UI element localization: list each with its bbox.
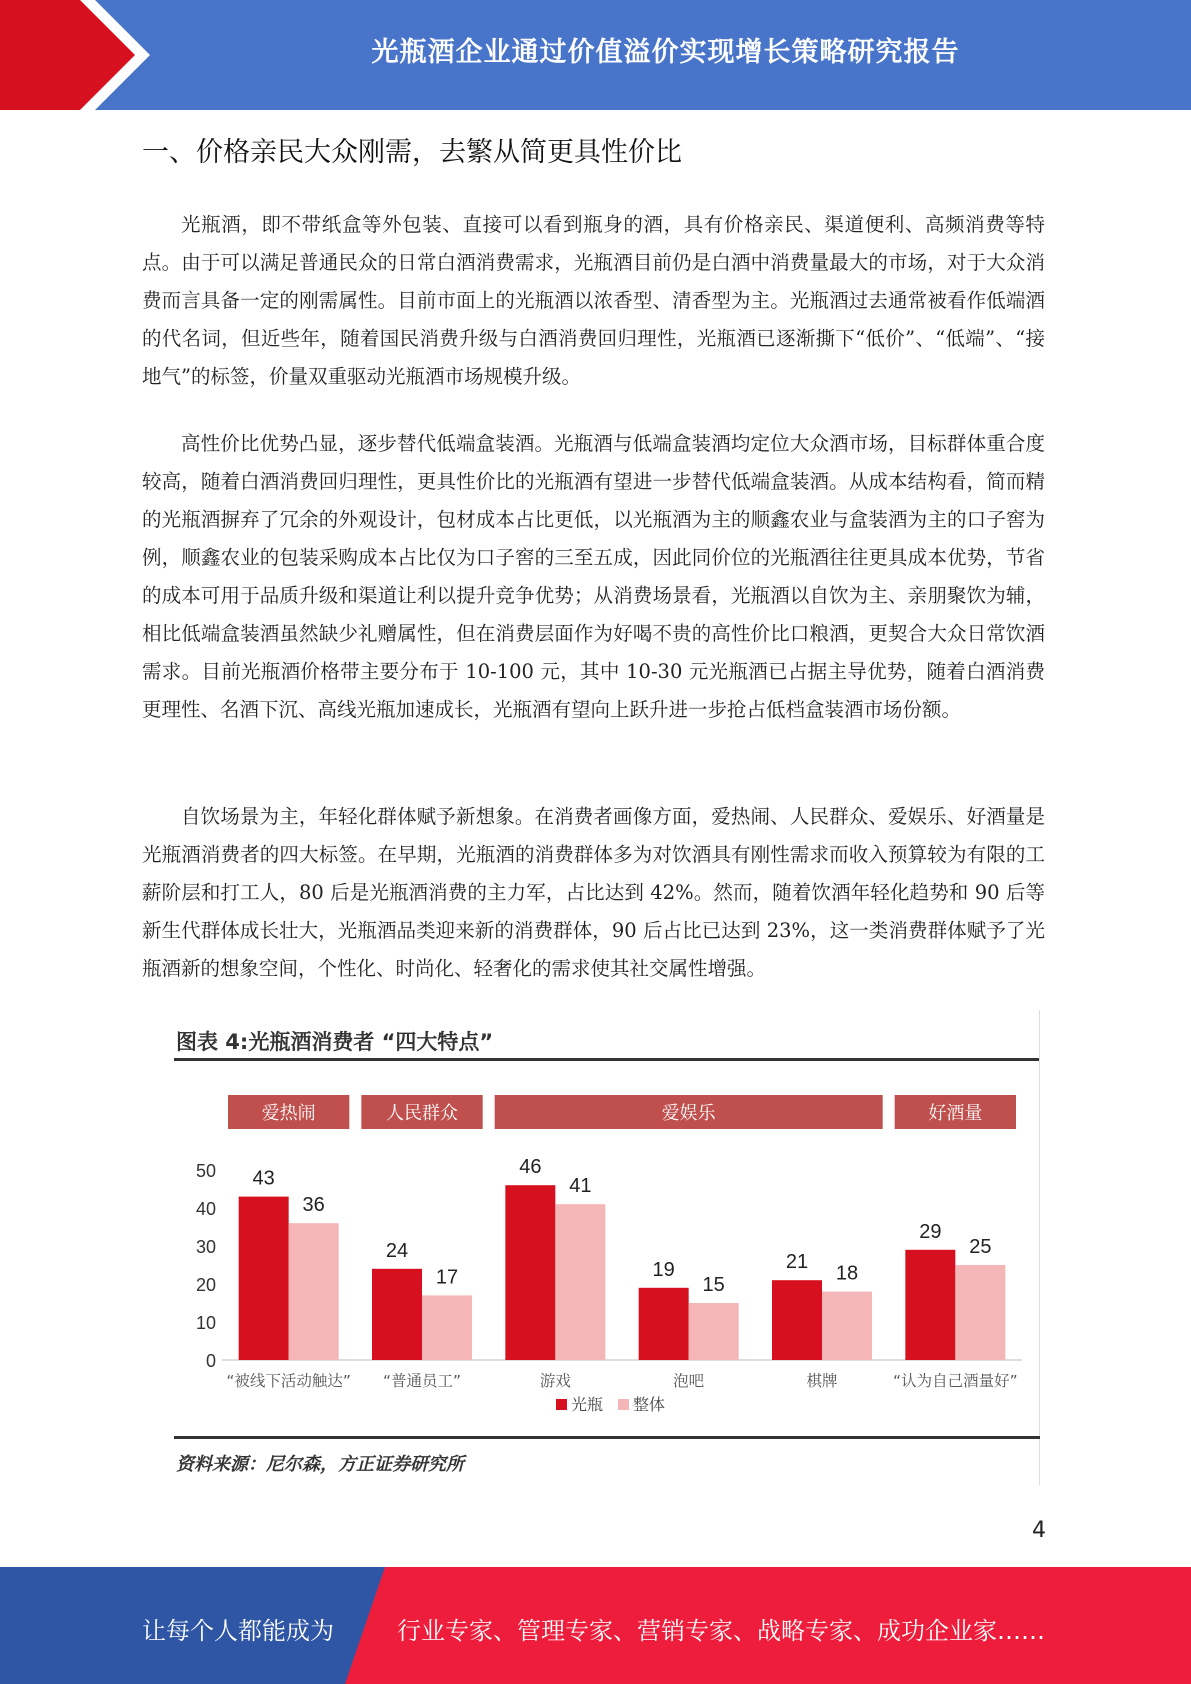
bar-value-label: 15 bbox=[702, 1274, 725, 1296]
paragraph-1: 光瓶酒，即不带纸盒等外包装、直接可以看到瓶身的酒，具有价格亲民、渠道便利、高频消费等特点。由于可以满足普通民众的日常白酒消费需求，光瓶酒目前仍是白酒中消费量最大的市场，对于大众消费而言具备一定的刚需属性。目前市面上的光瓶酒以浓香型、清香型为主。光瓶酒过去通常被看作低端酒的代名词，但近些年，随着国民消费升级与白酒消费回归理性，光瓶酒已逐渐撕下“低价”、“低端”、“接地气”的标签，价量双重驱动光瓶酒市场规模升级。 bbox=[142, 213, 1045, 388]
legend-label-overall: 整体 bbox=[633, 1395, 666, 1414]
group-label-text: 爱热闹 bbox=[261, 1103, 316, 1124]
x-category-label: 游戏 bbox=[539, 1372, 571, 1390]
bar-value-label: 17 bbox=[435, 1266, 459, 1289]
bar-value-label: 46 bbox=[519, 1156, 542, 1179]
bar-guangping bbox=[239, 1197, 289, 1360]
footer-slogan-right: 行业专家、管理专家、营销专家、战略专家、成功企业家…… bbox=[397, 1617, 1045, 1645]
legend-swatch-guangping bbox=[556, 1399, 567, 1410]
x-category-label: “普通员工” bbox=[382, 1372, 462, 1390]
legend-label-guangping: 光瓶 bbox=[571, 1395, 604, 1414]
bar-overall bbox=[689, 1303, 739, 1360]
bar-guangping bbox=[372, 1269, 422, 1360]
bar-value-label: 36 bbox=[302, 1194, 325, 1217]
page-number: 4 bbox=[1032, 1518, 1046, 1543]
x-category-label: 泡吧 bbox=[673, 1372, 705, 1390]
bar-overall bbox=[422, 1295, 472, 1360]
figure-title: 图表 4:光瓶酒消费者 “四大特点” bbox=[176, 1030, 494, 1054]
group-label-text: 爱娱乐 bbox=[661, 1103, 716, 1124]
x-category-label: “被线下活动触达” bbox=[226, 1372, 351, 1390]
x-category-label: 棋牌 bbox=[806, 1372, 838, 1390]
figure-chart bbox=[170, 1010, 1042, 1485]
figure-top-rule bbox=[174, 1058, 1040, 1061]
bar-value-label: 43 bbox=[252, 1167, 275, 1190]
y-tick-label: 30 bbox=[195, 1237, 216, 1257]
y-tick-label: 40 bbox=[195, 1199, 216, 1219]
bar-guangping bbox=[905, 1250, 955, 1360]
bar-chart bbox=[170, 1065, 1042, 1435]
bar-value-label: 18 bbox=[835, 1262, 859, 1285]
footer-slogan-left: 让每个人都能成为 bbox=[142, 1617, 334, 1645]
bar-value-label: 19 bbox=[652, 1258, 675, 1281]
x-category-label: “认为自己酒量好” bbox=[893, 1372, 1018, 1390]
bar-guangping bbox=[505, 1185, 555, 1360]
bar-value-label: 41 bbox=[569, 1175, 592, 1198]
group-label-text: 好酒量 bbox=[928, 1103, 983, 1124]
paragraph-2: 高性价比优势凸显，逐步替代低端盒装酒。光瓶酒与低端盒装酒均定位大众酒市场，目标群体重合度较高，随着白酒消费回归理性，更具性价比的光瓶酒有望进一步替代低端盒装酒。从成本结构看，简而精的光瓶酒摒弃了冗余的外观设计，包材成本占比更低，以光瓶酒为主的顺鑫农业与盒装酒为主的口子窖为例，顺鑫农业的包装采购成本占比仅为口子窖的三至五成，因此同价位的光瓶酒往往更具成本优势，节省的成本可用于品质升级和渠道让利以提升竞争优势；从消费场景看，光瓶酒以自饮为主、亲朋聚饮为辅，相比低端盒装酒虽然缺少礼赠属性，但在消费层面作为好喝不贵的高性价比口粮酒，更契合大众日常饮酒需求。目前光瓶酒价格带主要分布于 10-100 元，其中 10-30 元光瓶酒已占据主导优势，随着白酒消费更理性、名酒下沉、高线光瓶加速成长，光瓶酒有望向上跃升进一步抢占低档盒装酒市场份额。 bbox=[142, 432, 1045, 721]
section-heading: 一、价格亲民大众刚需，去繁从简更具性价比 bbox=[142, 137, 682, 168]
bar-value-label: 21 bbox=[785, 1251, 809, 1274]
group-label-text: 人民群众 bbox=[386, 1103, 458, 1124]
report-title: 光瓶酒企业通过价值溢价实现增长策略研究报告 bbox=[371, 37, 960, 68]
bar-overall bbox=[289, 1223, 339, 1360]
bar-overall bbox=[955, 1265, 1005, 1360]
footer-banner bbox=[0, 1567, 1191, 1684]
bar-value-label: 25 bbox=[969, 1236, 992, 1258]
legend-swatch-overall bbox=[618, 1399, 629, 1410]
y-tick-label: 50 bbox=[195, 1161, 216, 1181]
report-header bbox=[0, 0, 1191, 110]
paragraph-3: 自饮场景为主，年轻化群体赋予新想象。在消费者画像方面，爱热闹、人民群众、爱娱乐、好酒量是光瓶酒消费者的四大标签。在早期，光瓶酒的消费群体多为对饮酒具有刚性需求而收入预算较为有限的工薪阶层和打工人，80 后是光瓶酒消费的主力军，占比达到 42%。然而，随着饮酒年轻化趋势和 90 后等新生代群体成长壮大，光瓶酒品类迎来新的消费群体，90 后占比已达到 23%，这一类消费群体赋予了光瓶酒新的想象空间，个性化、时尚化、轻奢化的需求使其社交属性增强。 bbox=[142, 805, 1045, 980]
figure-bottom-rule bbox=[174, 1436, 1040, 1439]
header-chevron-icon bbox=[0, 0, 160, 110]
bar-value-label: 29 bbox=[919, 1220, 942, 1243]
y-tick-label: 0 bbox=[205, 1351, 216, 1371]
bar-guangping bbox=[639, 1288, 689, 1360]
y-tick-label: 10 bbox=[195, 1313, 216, 1333]
bar-overall bbox=[822, 1292, 872, 1360]
bar-guangping bbox=[772, 1280, 822, 1360]
figure-source: 资料来源：尼尔森，方正证券研究所 bbox=[176, 1454, 464, 1475]
bar-value-label: 24 bbox=[385, 1239, 409, 1262]
y-tick-label: 20 bbox=[195, 1275, 216, 1295]
bar-overall bbox=[555, 1204, 605, 1360]
